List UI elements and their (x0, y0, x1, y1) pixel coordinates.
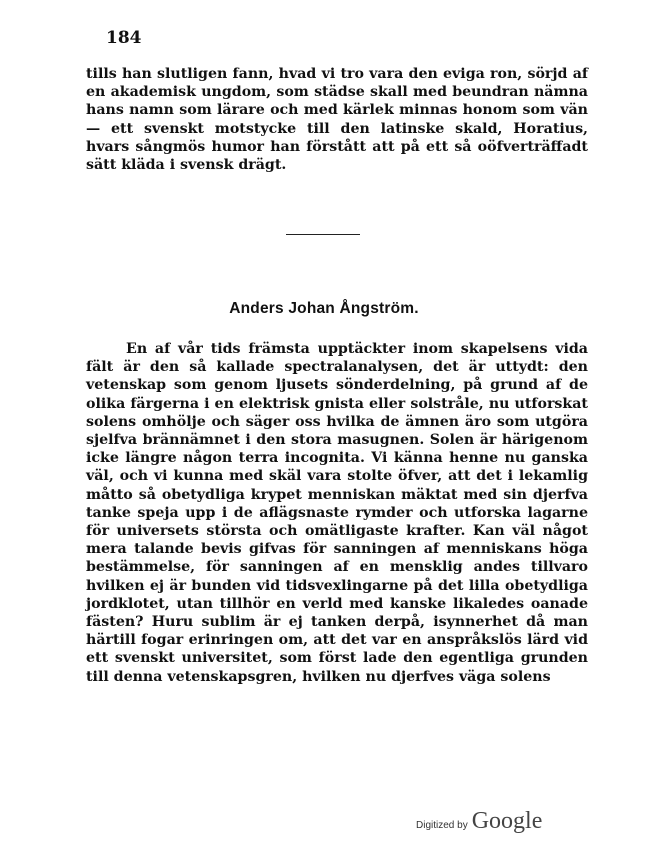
continuation-paragraph: tills han slutligen fann, hvad vi tro vara den eviga ron, sörjd af en akademisk ungdom, som städse skall med beundran nämna hans namn som lärare och med kärlek minnas honom som vän — ett svenskt motstycke till den latinske skald, Horatius, hvars sångmös humor han förstått att på ett så oöfverträffadt sätt kläda i svensk drägt. (86, 66, 588, 174)
digitized-label: Digitized by (416, 820, 468, 831)
section-divider (286, 234, 360, 235)
digitized-footer (416, 808, 542, 835)
google-logo: Google (471, 808, 543, 834)
section-heading: Anders Johan Ångström. (229, 300, 419, 317)
page-number: 184 (106, 28, 142, 48)
body-paragraph: En af vår tids främsta upptäckter inom skapelsens vida fält är den så kallade spectralanalysen, det är uttydt: den vetenskap som genom ljusets sönderdelning, på grund af de olika färgerna i en elektrisk gnista eller solstråle, nu utforskat solens omhölje och säger oss hvilka de ämnen äro som utgöra sjelfva brännämnet i den stora masugnen. Solen är härigenom icke längre någon terra incognita. Vi känna henne nu ganska väl, och vi kunna med skäl vara stolte öfver, att det i lekamlig måtto så obetydliga krypet menniskan mäktat med sin djerfva tanke speja upp i de aflägsnaste rymder och utforska lagarne för universets största och omätligaste krafter. Kan väl något mera talande bevis gifvas för sanningen af menniskans höga bestämmelse, för sanningen af en mensklig andes tillvaro hvilken ej är bunden vid tidsvexlingarne på det lilla obetydliga jordklotet, utan tillhör en verld med kanske likaledes oanade fästen? Huru sublim är ej tanken derpå, isynnerhet då man härtill fogar erinringen om, att det var en anspråkslös lärd vid ett svenskt universitet, som först lade den egentliga grunden till denna vetenskapsgren, hvilken nu djerfves väga solens (86, 341, 588, 685)
